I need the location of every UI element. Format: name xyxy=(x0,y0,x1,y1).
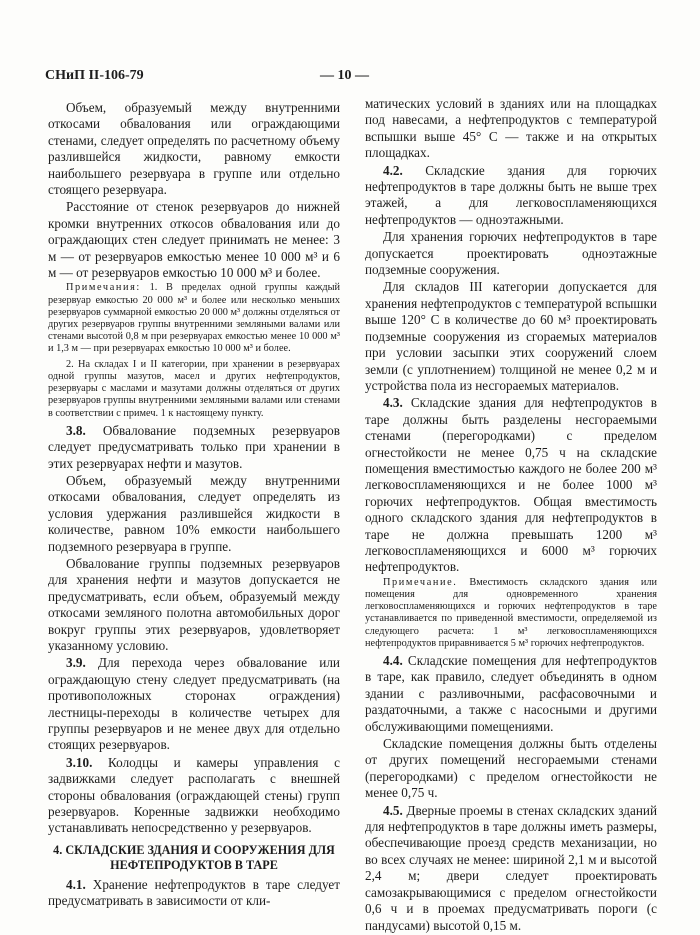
paragraph: Складские помещения должны быть отделены от других помещений несгораемыми стенами (перегородками) с пределом огнестойкости не менее 0,75 ч. xyxy=(365,736,657,801)
document-code: СНиП II-106-79 xyxy=(45,68,144,83)
section-text: Колодцы и камеры управления с задвижками следует располагать с внешней стороны обвалования (ограждающей стены) групп резервуаров. Коренные задвижки необходимо устанавливать непосредственно у резервуаров. xyxy=(48,754,341,836)
paragraph: Объем, образуемый между внутренними откосами обвалования, следует определять из условия удержания разлившейся жидкости в количестве, равном 10% емкости наибольшего подземного резервуара в группе. xyxy=(48,472,340,554)
section-number: 4.4. xyxy=(383,653,403,668)
section-text: Дверные проемы в стенах складских зданий для нефтепродуктов в таре должны иметь размеры, обеспечивающие проезд средств механизации, но во всех случаях не менее: шириной 2,1 м и высотой 2,4 м; двери следует проектировать самозакрывающимися с пределом огнестойкости 0,6 ч и в проемах предусматривать пороги (с пандусами) высотой 0,15 м. xyxy=(365,802,657,933)
section-text: Обвалование подземных резервуаров следует предусматривать только при хранении в этих резервуарах нефти и мазутов. xyxy=(48,422,341,471)
paragraph-continuation: матических условий в зданиях или на площадках под навесами, а нефтепродуктов с температурой вспышки выше 45° С — также и на открытых площадках. xyxy=(365,96,657,161)
paragraph: Обвалование группы подземных резервуаров для хранения нефти и мазутов допускается не предусматривать, если объем, образуемый между откосами земляного полотна автомобильных дорог вокруг группы этих резервуаров, удовлетворяет указанному условию. xyxy=(48,555,340,653)
paragraph: Для хранения горючих нефтепродуктов в таре допускается проектировать одноэтажные подземные сооружения. xyxy=(365,229,657,278)
section-number: 3.10. xyxy=(66,754,93,770)
note-label: Примечания: xyxy=(66,282,141,294)
section-number: 3.9. xyxy=(66,655,86,671)
section-text: Для перехода через обвалование или ограждающую стену следует предусматривать (на противоположных сторонах ограждения) лестницы-переходы в количестве четырех для группы резервуаров и не менее двух для отдельно стоящих резервуаров. xyxy=(48,655,340,753)
section-3-10 xyxy=(48,755,340,837)
section-4-1 xyxy=(48,877,340,910)
section-4-5 xyxy=(365,803,657,934)
paragraph: Расстояние от стенок резервуаров до нижней кромки внутренних откосов обвалования или до ограждающих стен следует принимать не менее: 3 м — от резервуаров емкостью менее 10 000 м³ и 6 м — от резервуаров емкостью 10 000 м³ и более. xyxy=(48,199,340,281)
section-text: Складские здания для горючих нефтепродуктов в таре должны быть не выше трех этажей, а для легковоспламеняющихся нефтепродуктов — одноэтажными. xyxy=(365,162,657,227)
section-number: 3.8. xyxy=(66,422,86,438)
page-header xyxy=(45,68,660,88)
section-4-4 xyxy=(365,653,657,735)
section-number: 4.1. xyxy=(66,876,86,892)
note-text: Вместимость складского здания или помещения для одновременного хранения легковоспламеняющихся и горючих нефтепродуктов в таре устанавливается по приведенной вместимости, определяемой из следующего расчета: 1 м³ легковоспламеняющихся нефтепродуктов приравнивается 5 м³ горючих нефтепродуктов. xyxy=(365,576,657,649)
section-3-9 xyxy=(48,655,340,753)
section-4-3 xyxy=(365,395,657,575)
section-number: 4.3. xyxy=(383,395,403,411)
page-number: — 10 — xyxy=(320,68,369,83)
section-4-2 xyxy=(365,163,657,229)
note-label: Примечание. xyxy=(383,576,458,588)
note-text: 2. На складах I и II категории, при хранении в резервуарах одной группы мазутов, масел и других нефтепродуктов, резервуары с маслами и мазутами должны отделяться от других резервуаров группы внутренними земляными валами или стенами в соответствии с примеч. 1 к настоящему пункту. xyxy=(48,358,340,419)
section-number: 4.2. xyxy=(383,162,403,178)
chapter-heading: 4. СКЛАДСКИЕ ЗДАНИЯ И СООРУЖЕНИЯ ДЛЯ НЕФТЕПРОДУКТОВ В ТАРЕ xyxy=(53,842,335,872)
section-number: 4.5. xyxy=(383,802,403,818)
section-3-8 xyxy=(48,423,340,472)
left-column xyxy=(48,100,340,911)
paragraph: Объем, образуемый между внутренними откосами обвалования или ограждающими стенами, следует определять по расчетному объему разлившейся жидкости, равному емкости наибольшего резервуара в группе или отдельно стоящего резервуара. xyxy=(48,100,340,198)
section-text: Складские помещения для нефтепродуктов в таре, как правило, следует объединять в одном здании с разливочными, расфасовочными и раздаточными, а также с насосными и другими обслуживающими помещениями. xyxy=(365,653,657,734)
note xyxy=(48,282,340,355)
section-text: Складские здания для нефтепродуктов в таре должны быть разделены несгораемыми стенами (перегородками) с пределом огнестойкости не менее 0,75 ч на складские помещения вместимостью каждого не более 200 м³ легковоспламеняющихся и не более 1000 м³ горючих нефтепродуктов. Общая вместимость одного складского здания для нефтепродуктов в таре не должна превышать 1200 м³ легковоспламеняющихся и 6000 м³ горючих нефтепродуктов. xyxy=(365,395,658,575)
paragraph: Для складов III категории допускается для хранения нефтепродуктов с температурой вспышки выше 120° С в количестве до 60 м³ проектировать подземные сооружения из сгораемых материалов при условии засыпки этих сооружений слоем земли (с уплотнением) толщиной не менее 0,2 м и устройства пола из несгораемых материалов. xyxy=(365,279,657,393)
note xyxy=(48,359,340,420)
note-text: 1. В пределах одной группы каждый резервуар емкостью 20 000 м³ и более или несколько меньших резервуаров суммарной емкостью 20 000 м³ должны отделяться от других резервуаров группы внутренними земляными валами или стенами высотой 0,8 м при резервуарах емкостью менее 10 000 м³ и 1,3 м — при резервуарах емкостью 10 000 м³ и более. xyxy=(48,282,340,355)
right-column xyxy=(365,96,657,935)
note xyxy=(365,577,657,650)
section-text: Хранение нефтепродуктов в таре следует предусматривать в зависимости от кли- xyxy=(48,876,341,909)
